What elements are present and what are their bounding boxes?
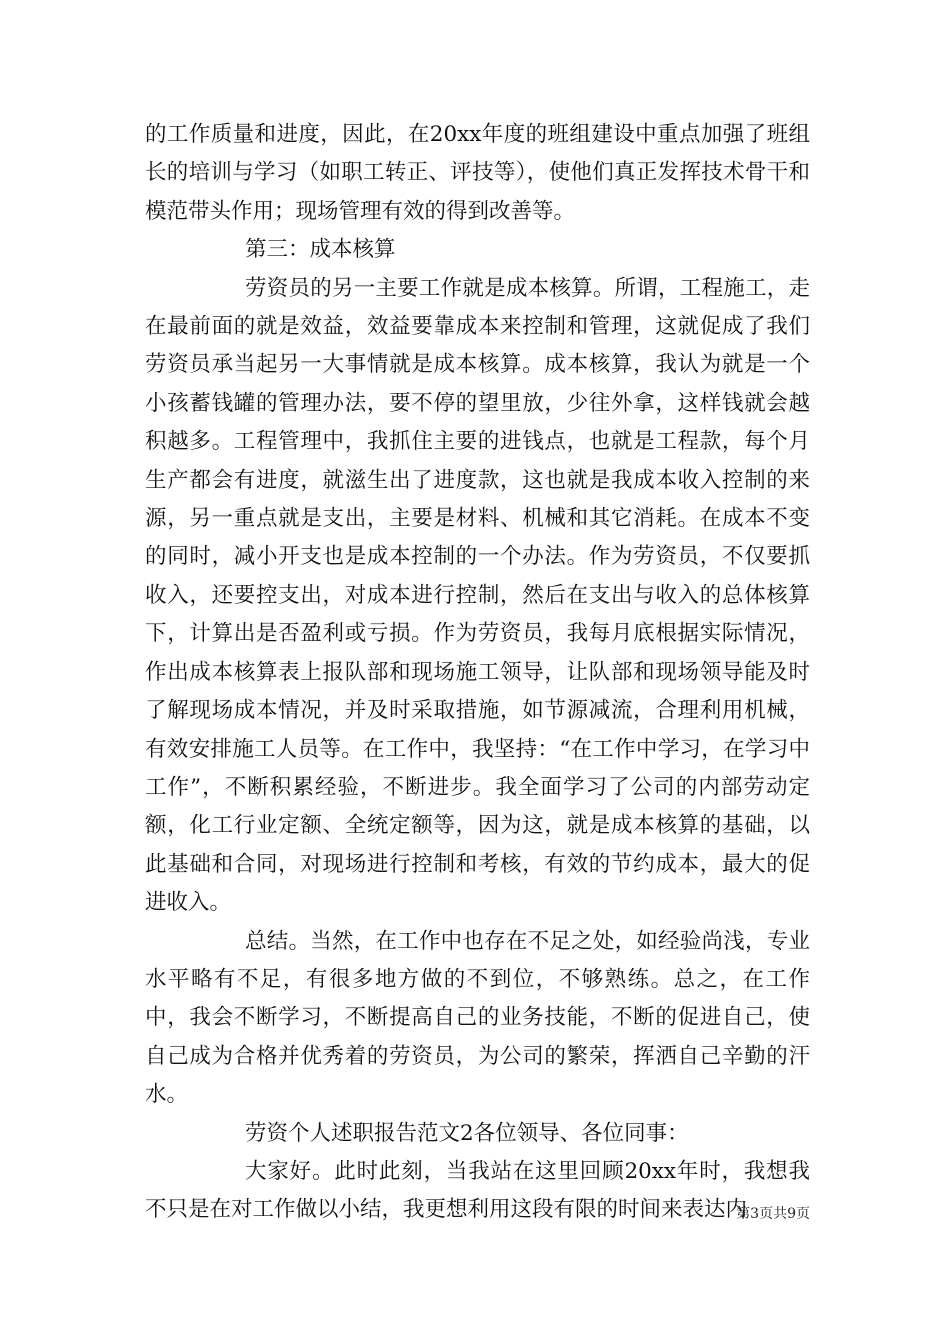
paragraph-cost-accounting: 劳资员的另一主要工作就是成本核算。所谓，工程施工，走在最前面的就是效益，效益要靠成本来控制和管理，这就促成了我们劳资员承当起另一大事情就是成本核算。成本核算，我认为就是一个小孩蓄钱罐的管理办法，要不停的望里放，少往外拿，这样钱就会越积越多。工程管理中，我抓住主要的进钱点，也就是工程款，每个月生产都会有进度，就滋生出了进度款，这也就是我成本收入控制的来源，另一重点就是支出，主要是材料、机械和其它消耗。在成本不变的同时，减小开支也是成本控制的一个办法。作为劳资员，不仅要抓收入，还要控支出，对成本进行控制，然后在支出与收入的总体核算下，计算出是否盈利或亏损。作为劳资员，我每月底根据实际情况，作出成本核算表上报队部和现场施工领导，让队部和现场领导能及时了解现场成本情况，并及时采取措施，如节源减流，合理利用机械，有效安排施工人员等。在工作中，我坚持：“在工作中学习，在学习中工作”，不断积累经验，不断进步。我全面学习了公司的内部劳动定额，化工行业定额、全统定额等，因为这，就是成本核算的基础，以此基础和合同，对现场进行控制和考核，有效的节约成本，最大的促进收入。 bbox=[145, 275, 810, 916]
paragraph-report-title: 劳资个人述职报告范文2各位领导、各位同事： bbox=[245, 1120, 689, 1146]
paragraph-summary: 总结。当然，在工作中也存在不足之处，如经验尚浅，专业水平略有不足，有很多地方做的不到位，不够熟练。总之，在工作中，我会不断学习，不断提高自己的业务技能，不断的促进自己，使自己成为合格并优秀着的劳资员，为公司的繁荣，挥洒自己辛勤的汗水。 bbox=[145, 928, 810, 1108]
section-heading-cost-accounting: 第三：成本核算 bbox=[245, 237, 396, 263]
page-number: 第3页共9页 bbox=[736, 1206, 810, 1222]
paragraph-continuation: 的工作质量和进度，因此，在20xx年度的班组建设中重点加强了班组长的培训与学习（如职工转正、评技等），使他们真正发挥技术骨干和模范带头作用；现场管理有效的得到改善等。 bbox=[145, 122, 810, 224]
body-text bbox=[145, 116, 810, 1230]
paragraph-greeting: 大家好。此时此刻，当我站在这里回顾20xx年时，我想我不只是在对工作做以小结，我更想利用这段有限的时间来表达内 bbox=[145, 1158, 810, 1223]
